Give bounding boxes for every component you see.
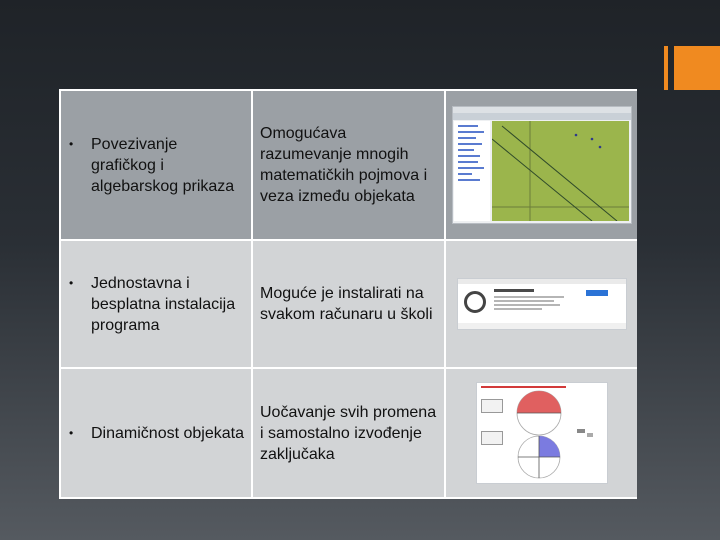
geometry-app-screenshot — [452, 106, 632, 224]
description-cell-2 — [253, 241, 444, 367]
feature-cell-1 — [61, 91, 251, 239]
accent-bar — [664, 46, 668, 90]
description-text-2: Moguće je instalirati na svakom računaru u školi — [260, 285, 433, 323]
feature-text-3: Dinamičnost objekata — [91, 424, 244, 442]
description-text-3: Uočavanje svih promena i samostalno izvođenje zaključaka — [260, 403, 437, 463]
features-table — [59, 89, 637, 499]
feature-cell-2 — [61, 241, 251, 367]
bullet-icon: • — [69, 275, 74, 290]
dynamic-objects-screenshot — [476, 382, 608, 484]
feature-text-1: Povezivanje grafičkog i algebarskog prikaza — [91, 135, 235, 195]
bullet-icon: • — [69, 425, 74, 440]
description-text-1: Omogućava razumevanje mnogih matematičkih pojmova i veza između objekata — [260, 125, 428, 205]
image-cell-1 — [446, 91, 637, 239]
feature-text-2: Jednostavna i besplatna instalacija programa — [91, 274, 236, 334]
installer-screenshot — [457, 278, 627, 330]
description-cell-3 — [253, 369, 444, 497]
image-cell-3 — [446, 369, 637, 497]
feature-cell-3 — [61, 369, 251, 497]
bullet-icon: • — [69, 136, 74, 151]
accent-box — [674, 46, 720, 90]
description-cell-1 — [253, 91, 444, 239]
image-cell-2 — [446, 241, 637, 367]
